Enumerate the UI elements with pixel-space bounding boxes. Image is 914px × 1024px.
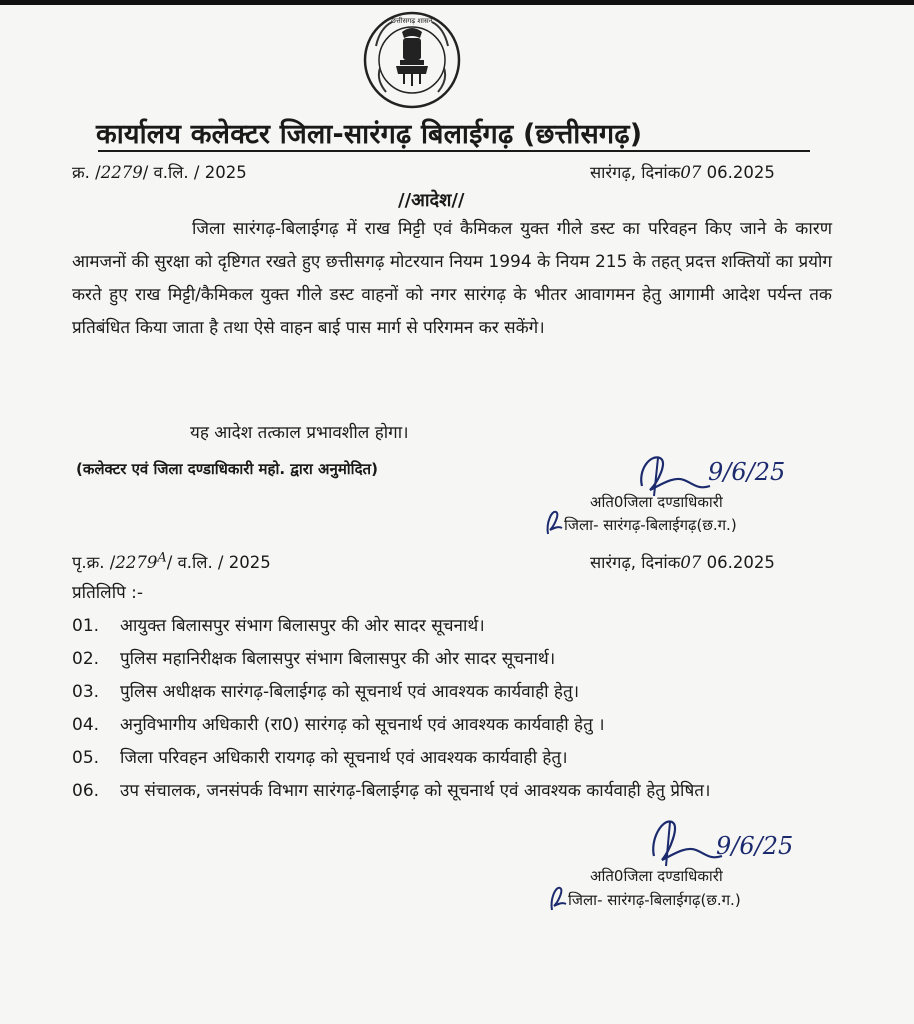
order-effect-line: यह आदेश तत्काल प्रभावशील होगा। <box>190 423 409 443</box>
order-place-date: सारंगढ़, दिनांक07 06.2025 <box>590 163 775 182</box>
emblem-seal-text: छत्तीसगढ़ शासन <box>391 17 433 25</box>
approval-note: (कलेक्टर एवं जिला दण्डाधिकारी महो. द्वारा अनुमोदित) <box>76 460 378 478</box>
copy-item: 05. जिला परिवहन अधिकारी रायगढ़ को सूचनार्थ एवं आवश्यक कार्यवाही हेतु। <box>72 748 568 768</box>
endorsement-date-day: 07 <box>680 553 702 572</box>
endorsement-place-date: सारंगढ़, दिनांक07 06.2025 <box>590 553 775 572</box>
copy-item: 02. पुलिस महानिरीक्षक बिलासपुर संभाग बिलासपुर की ओर सादर सूचनार्थ। <box>72 649 556 669</box>
endorsement-reference: पृ.क्र. $/2279^A/$ व.लि. / 2025 <box>72 550 271 572</box>
order-heading: //आदेश// <box>398 190 465 211</box>
copy-item: 06. उप संचालक, जनसंपर्क विभाग सारंगढ़-बिलाईगढ़ को सूचनार्थ एवं आवश्यक कार्यवाही हेतु प्रेषित। <box>72 781 711 801</box>
signature1-designation: अति0जिला दण्डाधिकारी <box>590 493 723 511</box>
signature2-handwritten-date: 9/6/25 <box>716 832 794 860</box>
copy-item: 01. आयुक्त बिलासपुर संभाग बिलासपुर की ओर सादर सूचनार्थ। <box>72 616 485 636</box>
title-underline <box>98 150 810 152</box>
signature2-district: जिला- सारंगढ़-बिलाईगढ़(छ.ग.) <box>568 891 741 909</box>
order-ref-number: 2279 <box>100 163 143 182</box>
initial-mark-icon <box>544 508 564 536</box>
copy-item: 04. अनुविभागीय अधिकारी (रा0) सारंगढ़ को सूचनार्थ एवं आवश्यक कार्यवाही हेतु । <box>72 715 605 735</box>
endorsement-ref-mark: A <box>157 550 167 566</box>
endorsement-ref-number: 2279 <box>115 553 158 572</box>
copy-list <box>72 610 842 808</box>
signature2-designation: अति0जिला दण्डाधिकारी <box>590 867 723 885</box>
office-title: कार्यालय कलेक्टर जिला-सारंगढ़ बिलाईगढ़ (छत्तीसगढ़) <box>96 119 643 150</box>
order-body: जिला सारंगढ़-बिलाईगढ़ में राख मिट्टी एवं कैमिकल युक्त गीले डस्ट का परिवहन किए जाने के कारण आमजनों की सुरक्षा को दृष्टिगत रखते हुए छत्तीसगढ़ मोटरयान नियम 1994 के नियम 215 के तहत् प्रदत्त शक्तियों का प्रयोग करते हुए राख मिट्टी/कैमिकल युक्त गीले डस्ट वाहनों को नगर सारंगढ़ के भीतर आवागमन हेतु आगामी आदेश पर्यन्त तक प्रतिबंधित किया जाता है तथा ऐसे वाहन बाई पास मार्ग से परिगमन कर सकेंगे। <box>72 219 832 338</box>
order-reference: क्र. /2279/ व.लि. / 2025 <box>72 163 247 182</box>
signature1-handwritten-date: 9/6/25 <box>708 458 786 486</box>
copy-heading: प्रतिलिपि :- <box>72 583 144 603</box>
signature1-district: जिला- सारंगढ़-बिलाईगढ़(छ.ग.) <box>564 516 737 534</box>
order-date-day: 07 <box>680 163 702 182</box>
initial-mark-icon <box>548 884 568 912</box>
copy-item: 03. पुलिस अधीक्षक सारंगढ़-बिलाईगढ़ को सूचनार्थ एवं आवश्यक कार्यवाही हेतु। <box>72 682 580 702</box>
